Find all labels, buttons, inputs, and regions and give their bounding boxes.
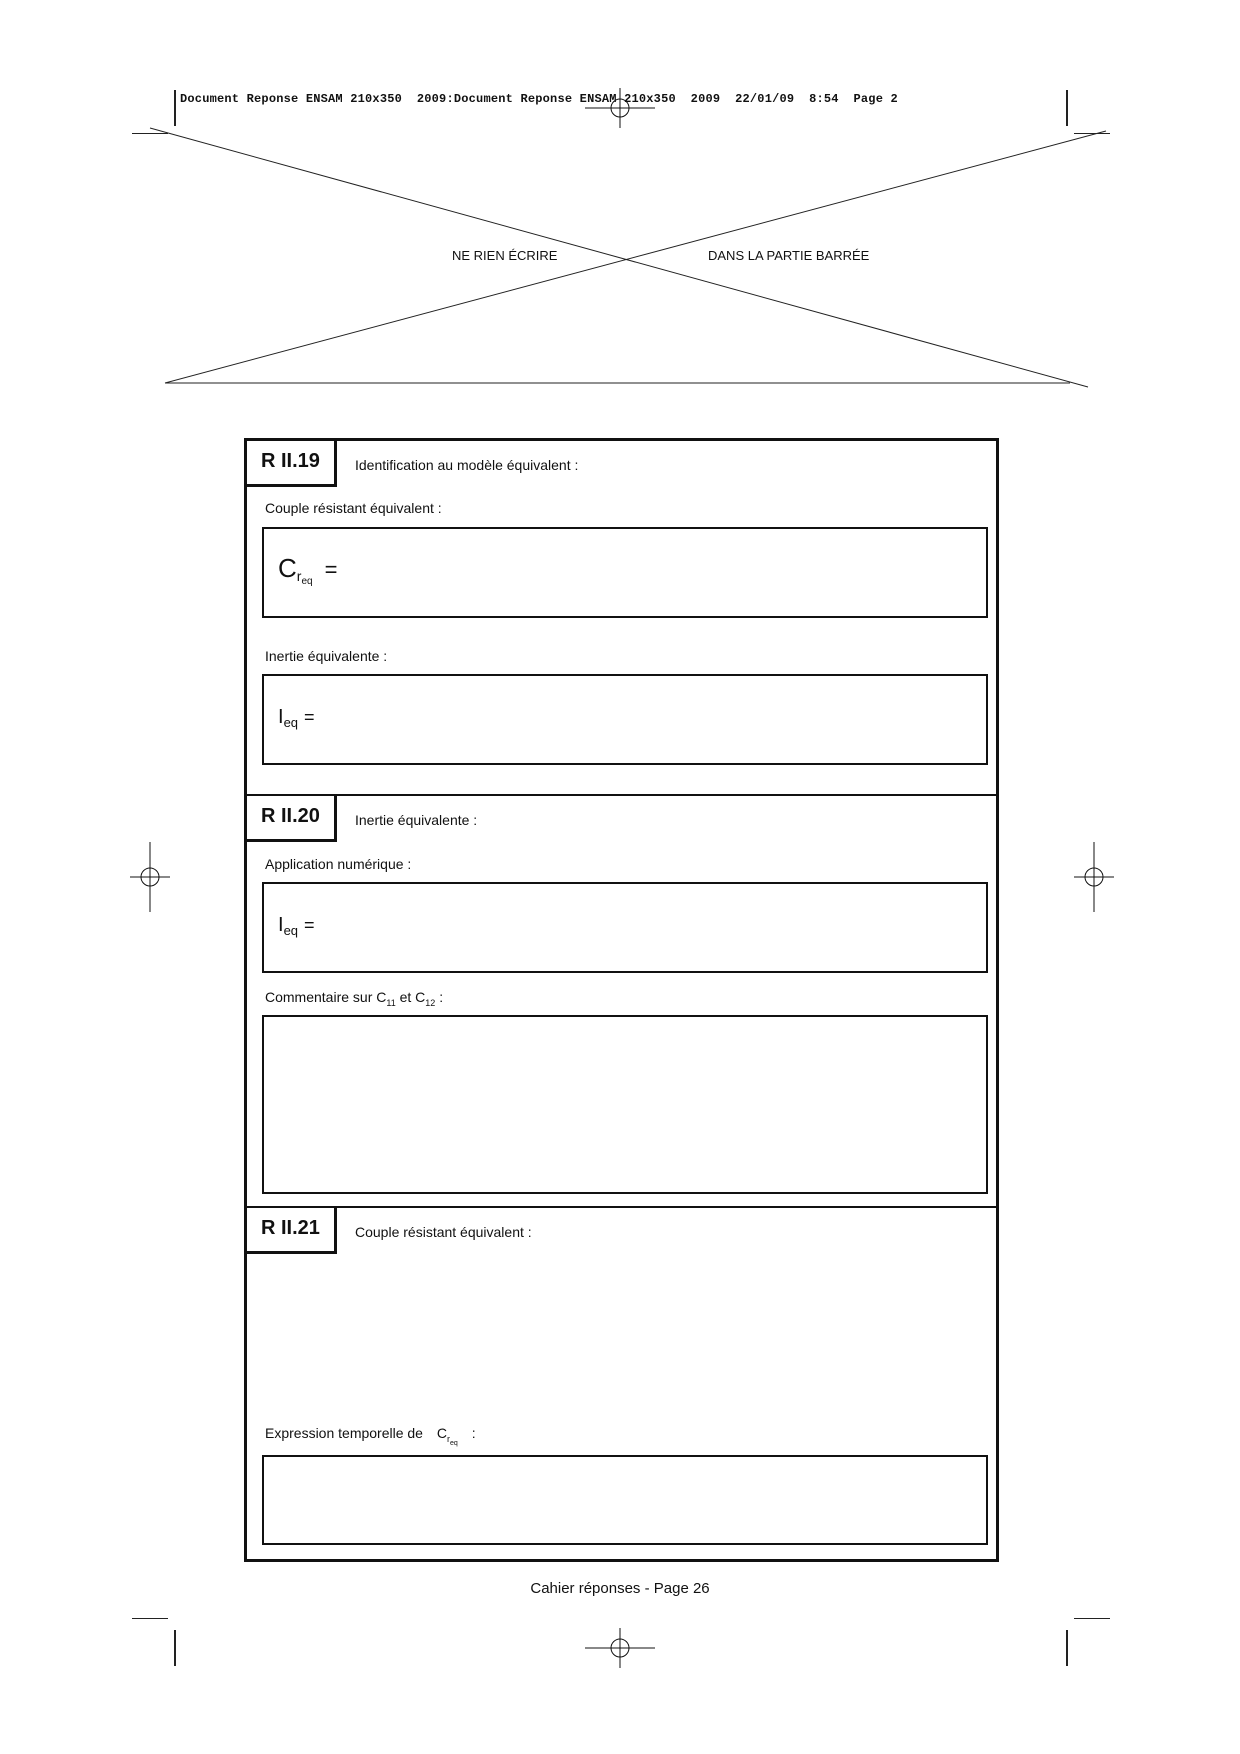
barred-diagonal-1	[150, 128, 1088, 387]
crop-mark	[1074, 1618, 1110, 1619]
application-label: Application numérique :	[265, 856, 412, 872]
crop-mark	[174, 1630, 176, 1666]
i-eq-formula: $I_{eq}$ =	[278, 914, 315, 939]
expression-label: Expression temporelle de $C_{r_{eq}}$ :	[265, 1425, 476, 1447]
expression-answer-box[interactable]	[262, 1455, 988, 1545]
application-answer-box[interactable]	[262, 882, 988, 973]
section-title: Couple résistant équivalent :	[355, 1224, 532, 1240]
banner-right-text: DANS LA PARTIE BARRÉE	[708, 248, 870, 263]
section-r-ii-19	[247, 441, 996, 795]
section-title: Identification au modèle équivalent :	[355, 457, 579, 473]
barred-area	[0, 0, 1240, 420]
inertie-answer-box[interactable]	[262, 674, 988, 765]
page-footer: Cahier réponses - Page 26	[530, 1580, 710, 1597]
c-req-formula: $C_{r_{eq}}$ =	[278, 553, 338, 588]
answer-frame	[244, 438, 999, 1562]
question-tag: R II.19	[247, 441, 337, 487]
registration-mark-icon	[1074, 842, 1114, 912]
couple-label: Couple résistant équivalent :	[265, 500, 442, 516]
print-header: Document Reponse ENSAM 210x350 2009:Document Reponse ENSAM 210x350 2009 22/01/09 8:54 Page 2	[180, 92, 898, 106]
registration-mark-icon	[585, 1628, 655, 1668]
section-title: Inertie équivalente :	[355, 812, 478, 828]
couple-answer-area[interactable]	[262, 1260, 988, 1400]
banner-left-text: NE RIEN ÉCRIRE	[452, 248, 558, 263]
barred-diagonal-2	[165, 131, 1106, 383]
section-r-ii-21	[247, 1206, 996, 1559]
comment-answer-box[interactable]	[262, 1015, 988, 1194]
question-tag: R II.21	[247, 1208, 337, 1254]
i-eq-formula: $I_{eq}$ =	[278, 706, 315, 731]
inertie-label: Inertie équivalente :	[265, 648, 388, 664]
comment-label: Commentaire sur $C_{11}$ et $C_{12}$ :	[265, 989, 444, 1008]
crop-mark	[132, 1618, 168, 1619]
registration-mark-icon	[130, 842, 170, 912]
crop-mark	[1066, 1630, 1068, 1666]
registration-mark-icon	[585, 88, 655, 128]
question-tag: R II.20	[247, 796, 337, 842]
couple-answer-box[interactable]	[262, 527, 988, 618]
section-r-ii-20	[247, 794, 996, 1206]
